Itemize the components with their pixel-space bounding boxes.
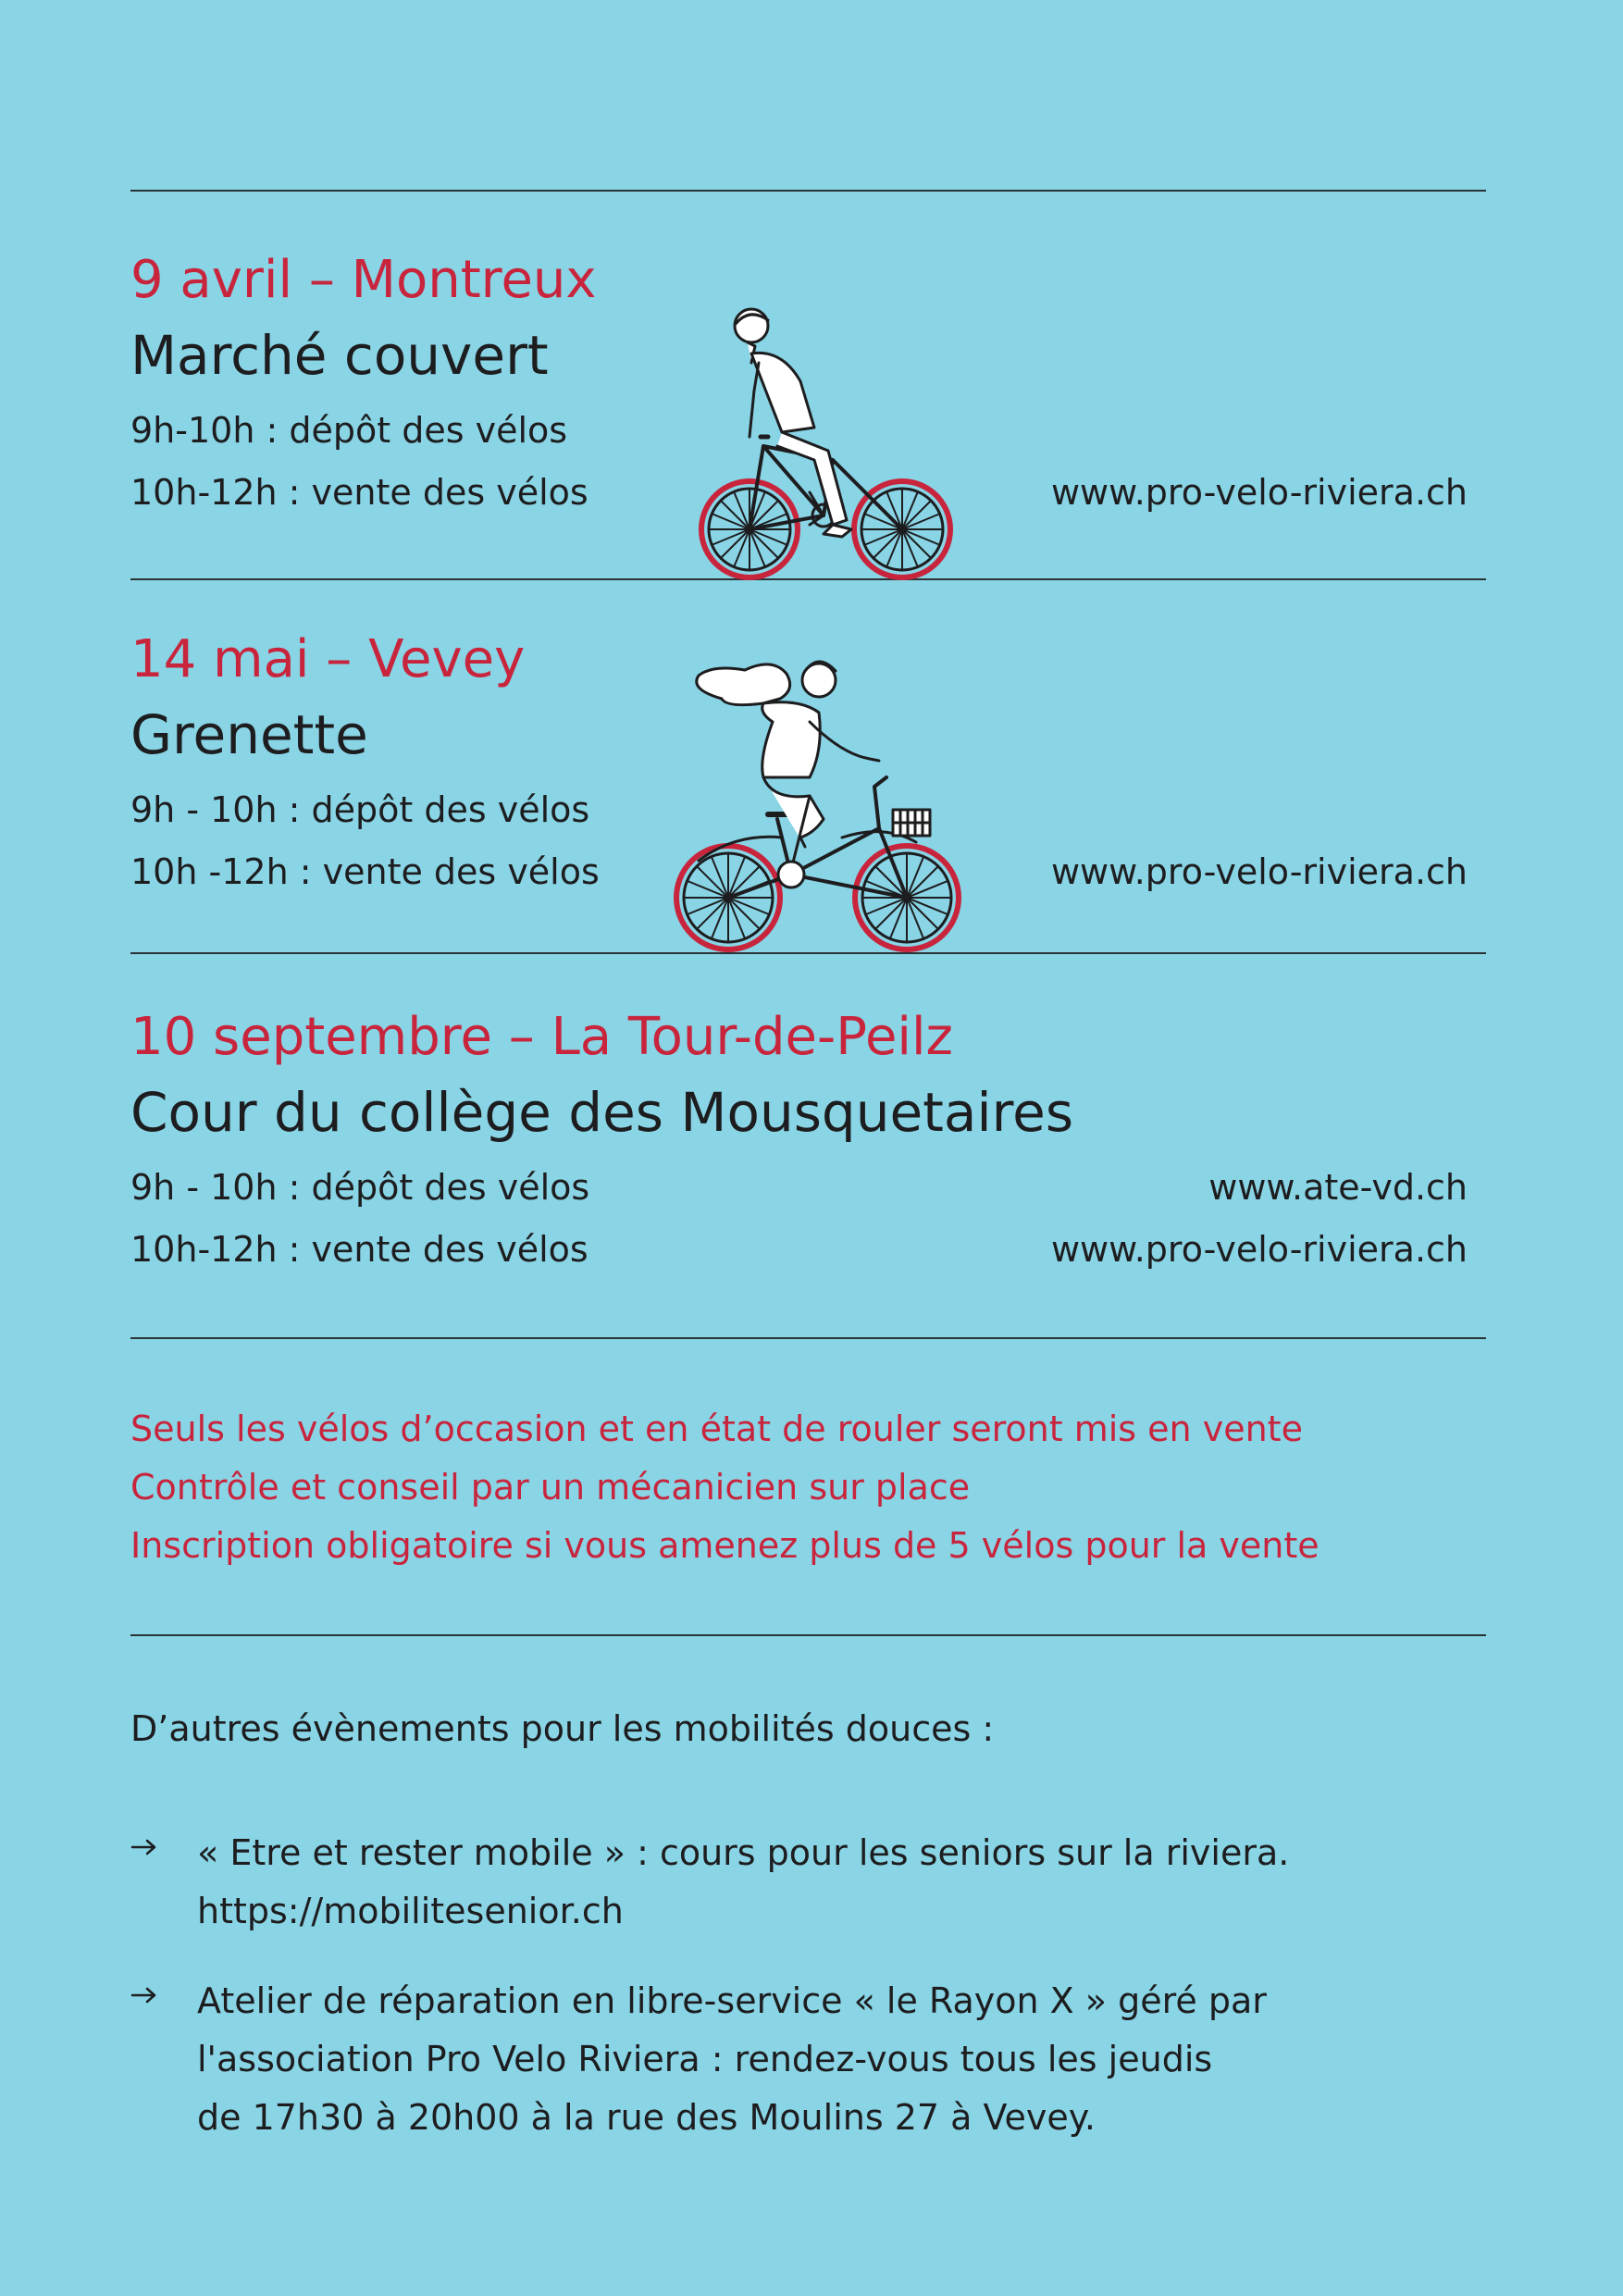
note-line: Contrôle et conseil par un mécanicien sur place: [130, 1467, 971, 1508]
list-item-text: [197, 1972, 1267, 2147]
list-item: [130, 1972, 1426, 2157]
event-depot: 9h - 10h : dépôt des vélos: [130, 789, 590, 830]
event-venue: Cour du collège des Mousquetaires: [130, 1081, 1074, 1144]
event-url[interactable]: www.pro-velo-riviera.ch: [1050, 851, 1468, 892]
event-url[interactable]: www.pro-velo-riviera.ch: [1050, 472, 1468, 513]
list-item-text: [197, 1824, 1289, 1941]
event-vente: 10h-12h : vente des vélos: [130, 472, 588, 513]
event-vente: 10h-12h : vente des vélos: [130, 1229, 588, 1270]
event-depot: 9h-10h : dépôt des vélos: [130, 410, 568, 451]
list-item-line: « Etre et rester mobile » : cours pour les seniors sur la riviera.: [197, 1832, 1290, 1873]
event-url[interactable]: www.ate-vd.ch: [1208, 1167, 1468, 1208]
event-venue: Grenette: [130, 703, 368, 766]
other-events-title: D’autres évènements pour les mobilités douces :: [130, 1708, 995, 1749]
list-item-line: Atelier de réparation en libre-service « le Rayon X » géré par: [197, 1980, 1267, 2021]
divider: [130, 1337, 1486, 1339]
event-url[interactable]: www.pro-velo-riviera.ch: [1050, 1229, 1468, 1270]
event-date: 14 mai – Vevey: [130, 629, 526, 689]
note-line: Inscription obligatoire si vous amenez plus de 5 vélos pour la vente: [130, 1525, 1319, 1566]
list-item: [130, 1824, 1426, 1944]
list-item-line: l'association Pro Velo Riviera : rendez-vous tous les jeudis: [197, 2039, 1213, 2079]
arrow-right-icon: [130, 1981, 158, 2009]
divider: [130, 1634, 1486, 1636]
event-la-tour-de-peilz: [130, 1007, 1486, 1322]
arrow-right-icon: [130, 1833, 158, 1861]
event-date: 9 avril – Montreux: [130, 250, 597, 310]
event-venue: Marché couvert: [130, 324, 549, 387]
sale-notes: [130, 1400, 1319, 1575]
note-line: Seuls les vélos d’occasion et en état de rouler seront mis en vente: [130, 1409, 1303, 1449]
cyclist-man-icon: [694, 298, 962, 585]
list-item-link[interactable]: https://mobilitesenior.ch: [197, 1891, 624, 1931]
divider: [130, 190, 1486, 192]
list-item-line: de 17h30 à 20h00 à la rue des Moulins 27 à Vevey.: [197, 2097, 1096, 2138]
cyclist-woman-icon: [671, 648, 967, 958]
event-date: 10 septembre – La Tour-de-Peilz: [130, 1007, 953, 1067]
event-depot: 9h - 10h : dépôt des vélos: [130, 1167, 590, 1208]
event-vente: 10h -12h : vente des vélos: [130, 851, 600, 892]
